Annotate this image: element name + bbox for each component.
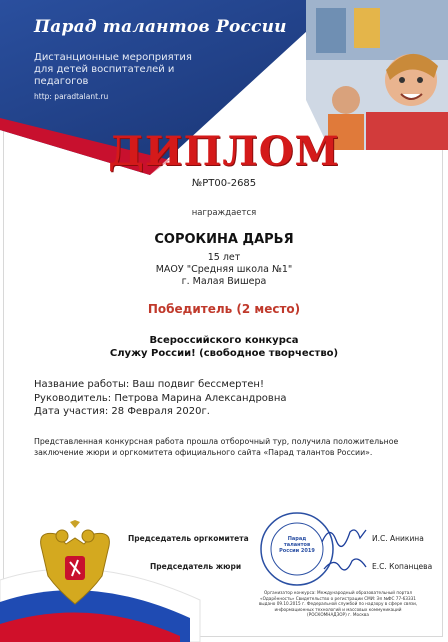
jury-note: Представленная конкурсная работа прошла отборочный тур, получила положительное заключение жюри и оргкомитета официального сайта «Парад талантов России». — [34, 437, 399, 457]
awarded-label: награждается — [191, 208, 257, 218]
signature-org — [320, 522, 368, 548]
site-url[interactable]: http: paradtalant.ru — [34, 92, 109, 101]
recipient-school: МАОУ "Средняя школа №1" — [155, 264, 293, 275]
recipient-age: 15 лет — [207, 252, 241, 263]
work-details — [34, 378, 286, 419]
jury-chair-label: Председатель жюри — [150, 562, 242, 571]
brand-subtitle: Дистанционные мероприятия для детей воспитателей и педагогов — [34, 52, 192, 87]
coat-of-arms-icon — [32, 520, 118, 610]
award-place: Победитель (2 место) — [147, 302, 301, 316]
diploma-title: ДИПЛОМ — [108, 128, 340, 175]
work-title: Название работы: Ваш подвиг бессмертен! — [34, 379, 264, 390]
recipient-name: СОРОКИНА ДАРЬЯ — [154, 232, 294, 247]
supervisor: Руководитель: Петрова Марина Александровна — [34, 392, 287, 404]
diploma-number: №PT00-2685 — [191, 178, 257, 189]
brand-title: Парад талантов России — [34, 17, 287, 37]
contest-line-2: Служу России! (свободное творчество) — [109, 348, 339, 359]
signature-jury — [322, 553, 370, 577]
stamp-center-text: Парад талантов России 2019 — [279, 536, 315, 554]
jury-chair-name: Е.С. Копанцева — [372, 562, 433, 571]
org-committee-chair-label: Председатель оргкомитета — [128, 534, 249, 543]
contest-line-1: Всероссийского конкурса — [149, 335, 299, 346]
contest-name — [0, 334, 448, 360]
recipient-city: г. Малая Вишера — [181, 276, 267, 287]
organizer-info: Организатор конкурса: Международный образовательный портал «Одарённость» Свидетельство о регистрации СМИ: Эл №ФС 77-63331 выдано 09.10.2015 г. Федеральной службой по надзору в сфере связи, информационных технологий и массовых коммуникаций (РОСКОМНАДЗОР) г. Москва — [258, 590, 418, 618]
participation-date: Дата участия: 28 Февраля 2020г. — [34, 406, 210, 417]
org-committee-chair-name: И.С. Аникина — [372, 534, 424, 543]
